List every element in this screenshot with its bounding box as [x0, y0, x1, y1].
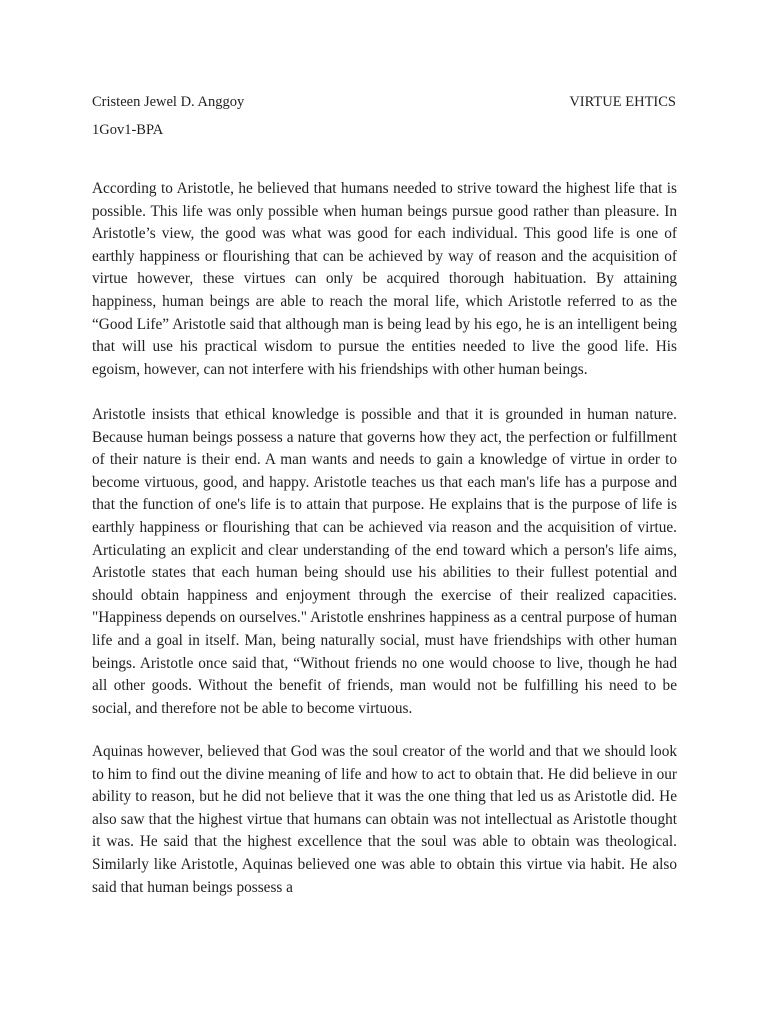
paragraph-aquinas-text: Aquinas however, believed that God was the soul creator of the world and that we should look to him to find out the divine meaning of life and how to act to obtain that. He did believe in our ability to reason, but he did not believe that it was the one thing that led us as Aristotle did. He also saw that the highest virtue that humans can obtain was not intellectual as Aristotle thought it was. He said that the highest excellence that the soul was able to obtain was theological. Similarly like Aristotle, Aquinas believed one was able to obtain this virtue via habit. He also said that human beings possess a — [92, 743, 677, 896]
paragraph-aristotle-ethics: Aristotle insists that ethical knowledge is possible and that it is grounded in human nature. Because human beings possess a nature that governs how they act, the perfection or fulfillment of their nature is their end. A man wants and needs to gain a knowledge of virtue in order to become virtuous, good, and happy. Aristotle teaches us that each man's life has a purpose and that the function of one's life is to attain that purpose. He explains that is the purpose of life is earthly happiness or flourishing that can be achieved via reason and the acquisition of virtue. Articulating an explicit and clear understanding of the end toward which a person's life aims, Aristotle states that each human being should use his abilities to their fullest potential and should obtain happiness and enjoyment through the exercise of their realized capacities. "Happiness depends on ourselves." Aristotle enshrines happiness as a central purpose of human life and a goal in itself. Man, being naturally social, must have friendships with other human beings. Aristotle once said that, “Without friends no one would choose to live, though he had all other goods. Without the benefit of friends, man would not be fulfilling his need to be social, and therefore not be able to become virtuous. — [92, 406, 677, 717]
paragraph-aristotle-good-life: According to Aristotle, he believed that humans needed to strive toward the highest life that is possible. This life was only possible when human beings pursue good rather than pleasure. In Aristotle’s view, the good was what was good for each individual. This good life is one of earthly happiness or flourishing that can be achieved by way of reason and the acquisition of virtue however, these virtues can only be acquired thorough habituation. By attaining happiness, human beings are able to reach the moral life, which Aristotle referred to as the “Good Life” Aristotle said that although man is being lead by his ego, he is an intelligent being that will use his practical wisdom to pursue the entities needed to live the good life. His egoism, however, can not interfere with his friendships with other human beings. — [92, 180, 677, 378]
document-title: VIRTUE EHTICS — [569, 94, 676, 110]
paragraph-aquinas — [92, 741, 677, 899]
author-name: Cristeen Jewel D. Anggoy — [92, 94, 245, 110]
course-code: 1Gov1-BPA — [92, 122, 164, 138]
